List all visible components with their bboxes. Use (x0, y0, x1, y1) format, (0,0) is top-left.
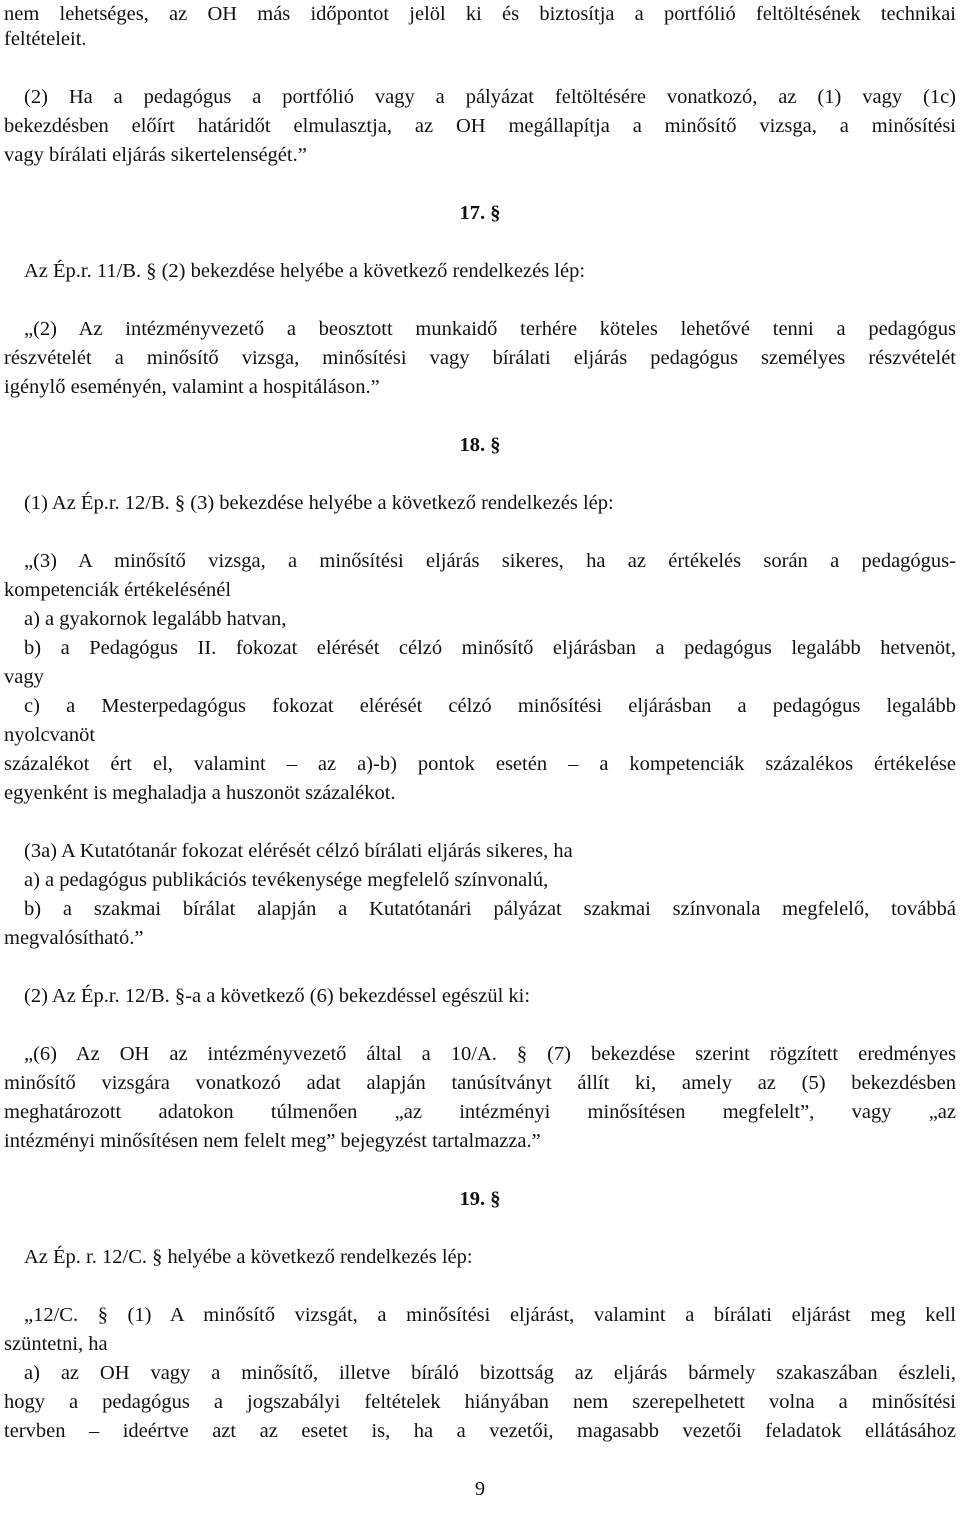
text-line: nyolcvanöt (4, 724, 96, 746)
text-line: „(6) Az OH az intézményvezető által a 10/A. § (7) bekezdése szerint rögzített eredményes (24, 1043, 956, 1065)
text-line: megvalósítható.” (4, 927, 144, 949)
text-line: „(2) Az intézményvezető a beosztott munkaidő terhére köteles lehetővé tenni a pedagógus (24, 318, 956, 340)
section-heading: 17. § (459, 202, 501, 224)
text-line: b) a Pedagógus II. fokozat elérését célzó minősítő eljárásban a pedagógus legalább hetvenöt, (24, 637, 956, 659)
text-line: b) a szakmai bírálat alapján a Kutatótanári pályázat szakmai színvonala megfelelő, továbbá (24, 898, 956, 920)
text-line: feltételeit. (4, 28, 87, 50)
text-line: (3a) A Kutatótanár fokozat elérését célzó bírálati eljárás sikeres, ha (24, 840, 573, 862)
text-line: minősítő vizsgára vonatkozó adat alapján tanúsítványt állít ki, amely az (5) bekezdésben (4, 1072, 956, 1094)
text-line: kompetenciák értékelésénél (4, 579, 232, 601)
text-line: meghatározott adatokon túlmenően „az intézményi minősítésen megfelelt”, vagy „az (4, 1101, 956, 1123)
text-line: Az Ép.r. 11/B. § (2) bekezdése helyébe a következő rendelkezés lép: (24, 260, 586, 282)
text-line: a) a pedagógus publikációs tevékenysége megfelelő színvonalú, (24, 869, 549, 891)
text-line: intézményi minősítésen nem felelt meg” bejegyzést tartalmazza.” (4, 1130, 541, 1152)
page-number: 9 (474, 1478, 486, 1500)
text-line: igénylő eseményén, valamint a hospitáláson.” (4, 376, 380, 398)
text-line: vagy (4, 666, 44, 688)
text-line: „(3) A minősítő vizsga, a minősítési eljárás sikeres, ha az értékelés során a pedagógus- (24, 550, 956, 572)
text-line: a) az OH vagy a minősítő, illetve bíráló bizottság az eljárás bármely szakaszában észleli, (24, 1362, 956, 1384)
text-line: vagy bírálati eljárás sikertelenségét.” (4, 144, 307, 166)
text-line: Az Ép. r. 12/C. § helyébe a következő rendelkezés lép: (24, 1246, 473, 1268)
text-line: (1) Az Ép.r. 12/B. § (3) bekezdése helyébe a következő rendelkezés lép: (24, 492, 614, 514)
text-line: tervben – ideértve azt az esetet is, ha a vezetői, magasabb vezetői feladatok ellátásához (4, 1420, 956, 1442)
text-line: egyenként is meghaladja a huszonöt százalékot. (4, 782, 396, 804)
section-heading: 19. § (459, 1188, 501, 1210)
text-line: szüntetni, ha (4, 1333, 108, 1355)
text-line: (2) Ha a pedagógus a portfólió vagy a pályázat feltöltésére vonatkozó, az (1) vagy (1c) (24, 86, 956, 108)
text-line: nem lehetséges, az OH más időpontot jelöl ki és biztosítja a portfólió feltöltésének technikai (4, 3, 956, 25)
section-heading: 18. § (459, 434, 501, 456)
text-line: a) a gyakornok legalább hatvan, (24, 608, 287, 630)
text-line: részvételét a minősítő vizsga, minősítési vagy bírálati eljárás pedagógus személyes részvételét (4, 347, 956, 369)
text-line: c) a Mesterpedagógus fokozat elérését célzó minősítési eljárásban a pedagógus legalább (24, 695, 956, 717)
text-line: százalékot ért el, valamint – az a)-b) pontok esetén – a kompetenciák százalékos értékelése (4, 753, 956, 775)
text-line: hogy a pedagógus a jogszabályi feltételek hiányában nem szerepelhetett volna a minősítési (4, 1391, 956, 1413)
text-line: bekezdésben előírt határidőt elmulasztja, az OH megállapítja a minősítő vizsga, a minősítési (4, 115, 956, 137)
text-line: (2) Az Ép.r. 12/B. §-a a következő (6) bekezdéssel egészül ki: (24, 985, 531, 1007)
text-line: „12/C. § (1) A minősítő vizsgát, a minősítési eljárást, valamint a bírálati eljárást meg kell (24, 1304, 956, 1326)
